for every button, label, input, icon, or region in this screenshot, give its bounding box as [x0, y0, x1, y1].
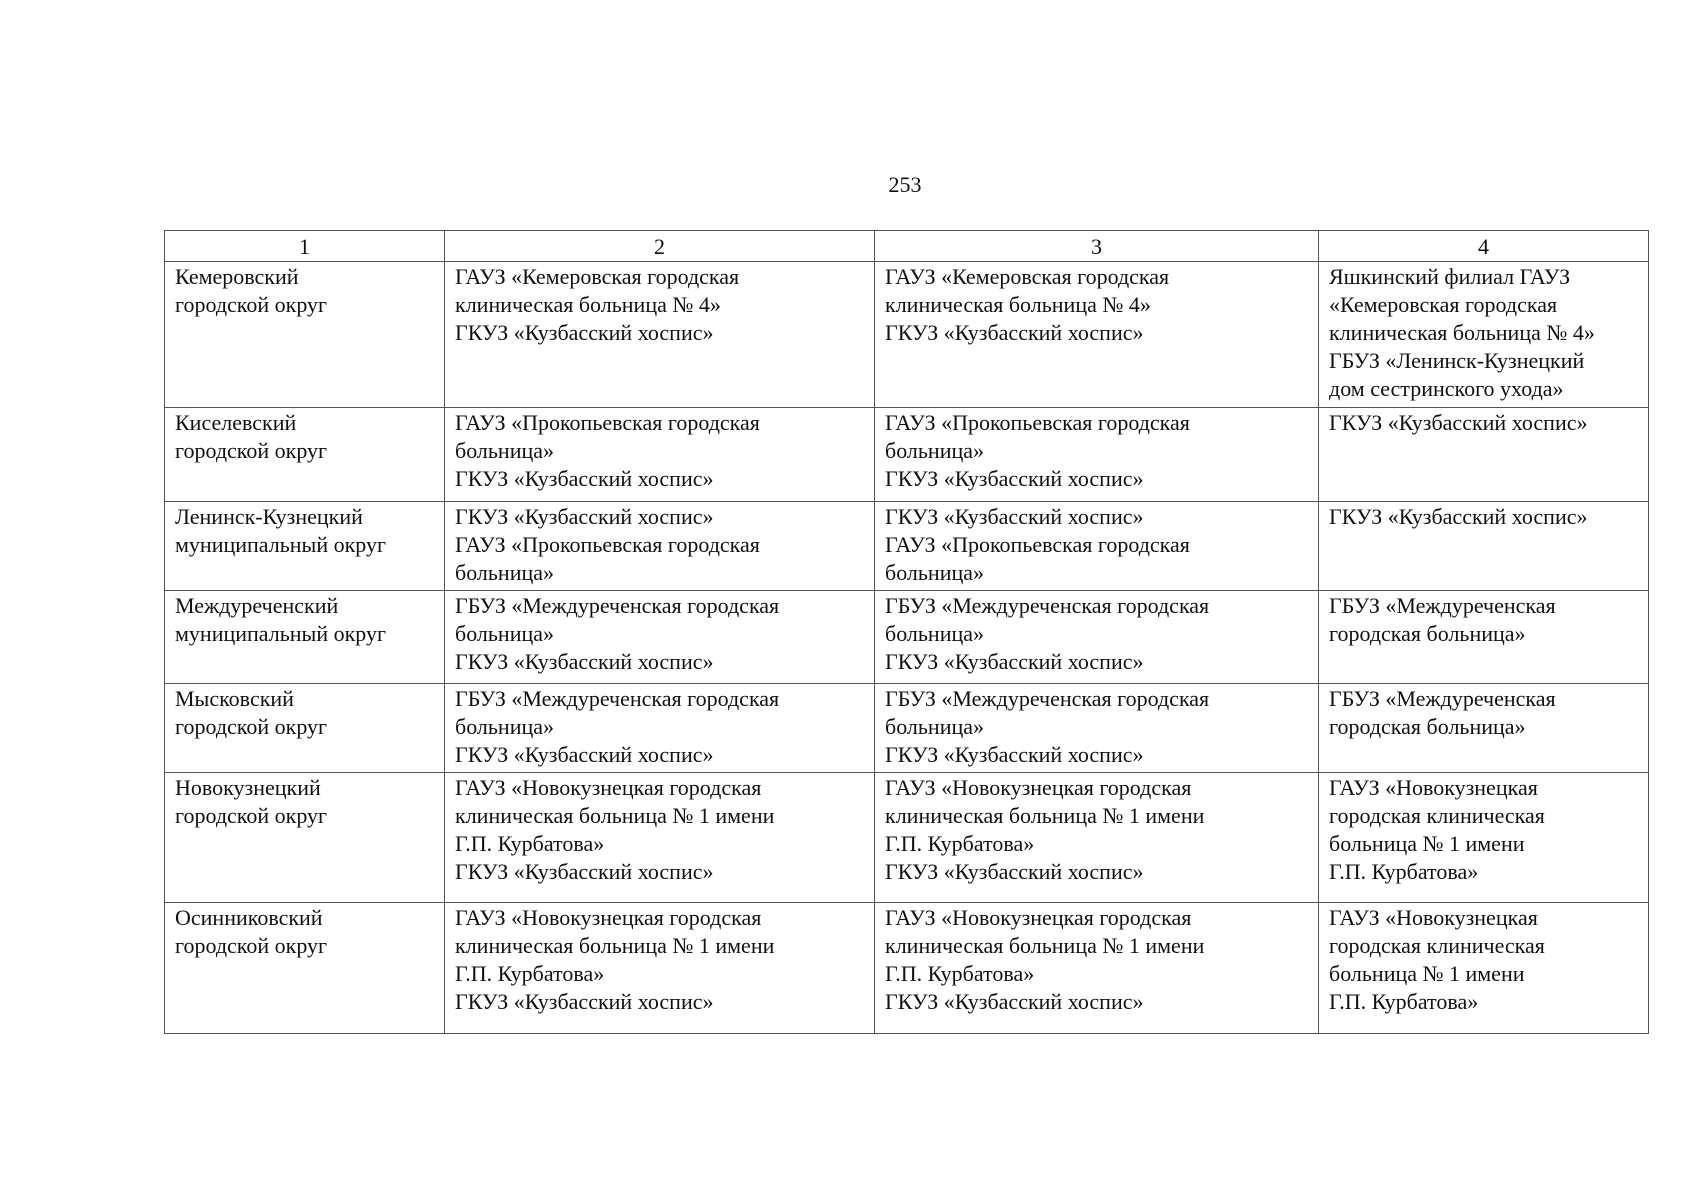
cell-text-line: ГБУЗ «Междуреченская городская [885, 593, 1210, 618]
column-4-cell [1319, 502, 1649, 591]
cell-text-line: дом сестринского ухода» [1329, 376, 1564, 401]
cell-text-line: ГАУЗ «Прокопьевская городская [455, 532, 760, 557]
cell-text-line: больница» [885, 621, 984, 646]
cell-text-line: Новокузнецкий [175, 775, 321, 800]
cell-text-line: больница № 1 имени [1329, 961, 1525, 986]
column-header: 1 [165, 231, 445, 262]
column-4-cell [1319, 684, 1649, 773]
cell-text-line: Ленинск-Кузнецкий [175, 504, 363, 529]
cell-text-line: муниципальный округ [175, 532, 387, 557]
column-3-cell [875, 903, 1319, 1034]
cell-text-line: городской округ [175, 933, 328, 958]
cell-text-line: ГКУЗ «Кузбасский хоспис» [455, 466, 714, 491]
column-4-cell [1319, 773, 1649, 903]
column-3-cell [875, 591, 1319, 684]
cell-text-line: ГАУЗ «Новокузнецкая [1329, 905, 1538, 930]
column-2-cell [445, 903, 875, 1034]
cell-text-line: ГКУЗ «Кузбасский хоспис» [455, 859, 714, 884]
cell-text-line: Г.П. Курбатова» [455, 961, 605, 986]
cell-text-line: больница № 1 имени [1329, 831, 1525, 856]
cell-text-line: городской округ [175, 292, 328, 317]
column-header: 3 [875, 231, 1319, 262]
page-number: 253 [888, 172, 922, 197]
cell-text-line: Г.П. Курбатова» [885, 961, 1035, 986]
cell-text-line: клиническая больница № 1 имени [455, 933, 775, 958]
cell-text-line: ГАУЗ «Новокузнецкая городская [455, 775, 762, 800]
cell-text-line: клиническая больница № 4» [455, 292, 721, 317]
table-row [165, 773, 1649, 903]
cell-text-line: ГБУЗ «Междуреченская городская [885, 686, 1210, 711]
cell-text-line: Междуреченский [175, 593, 339, 618]
cell-text-line: ГАУЗ «Новокузнецкая [1329, 775, 1538, 800]
cell-text-line: городской округ [175, 803, 328, 828]
table-row [165, 684, 1649, 773]
cell-text-line: городская клиническая [1329, 933, 1545, 958]
cell-text-line: ГАУЗ «Новокузнецкая городская [885, 905, 1192, 930]
column-header: 2 [445, 231, 875, 262]
cell-text-line: ГКУЗ «Кузбасский хоспис» [885, 466, 1144, 491]
cell-text-line: ГКУЗ «Кузбасский хоспис» [1329, 410, 1588, 435]
cell-text-line: ГАУЗ «Прокопьевская городская [885, 532, 1190, 557]
cell-text-line: ГАУЗ «Прокопьевская городская [455, 410, 760, 435]
cell-text-line: ГКУЗ «Кузбасский хоспис» [455, 742, 714, 767]
cell-text-line: городской округ [175, 714, 328, 739]
column-2-cell [445, 591, 875, 684]
cell-text-line: ГАУЗ «Новокузнецкая городская [455, 905, 762, 930]
column-3-cell [875, 262, 1319, 408]
cell-text-line: Мысковский [175, 686, 294, 711]
cell-text-line: Г.П. Курбатова» [1329, 989, 1479, 1014]
cell-text-line: ГКУЗ «Кузбасский хоспис» [455, 320, 714, 345]
cell-text-line: ГКУЗ «Кузбасский хоспис» [885, 649, 1144, 674]
cell-text-line: клиническая больница № 4» [885, 292, 1151, 317]
table-row [165, 262, 1649, 408]
cell-text-line: ГАУЗ «Новокузнецкая городская [885, 775, 1192, 800]
cell-text-line: Г.П. Курбатова» [1329, 859, 1479, 884]
cell-text-line: больница» [455, 714, 554, 739]
column-header: 4 [1319, 231, 1649, 262]
cell-text-line: городская больница» [1329, 714, 1526, 739]
column-2-cell [445, 684, 875, 773]
cell-text-line: клиническая больница № 1 имени [885, 933, 1205, 958]
cell-text-line: больница» [455, 438, 554, 463]
table-row [165, 502, 1649, 591]
municipality-cell [165, 591, 445, 684]
column-2-cell [445, 773, 875, 903]
cell-text-line: больница» [455, 560, 554, 585]
cell-text-line: больница» [885, 438, 984, 463]
cell-text-line: ГАУЗ «Прокопьевская городская [885, 410, 1190, 435]
column-3-cell [875, 408, 1319, 502]
cell-text-line: ГКУЗ «Кузбасский хоспис» [885, 320, 1144, 345]
cell-text-line: ГБУЗ «Междуреченская [1329, 593, 1556, 618]
column-4-cell [1319, 408, 1649, 502]
cell-text-line: Кемеровский [175, 264, 299, 289]
table-row [165, 591, 1649, 684]
municipality-cell [165, 262, 445, 408]
cell-text-line: ГКУЗ «Кузбасский хоспис» [885, 989, 1144, 1014]
column-4-cell [1319, 262, 1649, 408]
municipality-cell [165, 903, 445, 1034]
cell-text-line: клиническая больница № 4» [1329, 320, 1595, 345]
column-3-cell [875, 684, 1319, 773]
cell-text-line: больница» [885, 714, 984, 739]
cell-text-line: Яшкинский филиал ГАУЗ [1329, 264, 1571, 289]
column-4-cell [1319, 903, 1649, 1034]
cell-text-line: клиническая больница № 1 имени [455, 803, 775, 828]
column-2-cell [445, 502, 875, 591]
column-2-cell [445, 408, 875, 502]
cell-text-line: Г.П. Курбатова» [885, 831, 1035, 856]
cell-text-line: муниципальный округ [175, 621, 387, 646]
cell-text-line: больница» [885, 560, 984, 585]
table-row [165, 408, 1649, 502]
cell-text-line: ГКУЗ «Кузбасский хоспис» [1329, 504, 1588, 529]
cell-text-line: больница» [455, 621, 554, 646]
cell-text-line: городская клиническая [1329, 803, 1545, 828]
column-3-cell [875, 773, 1319, 903]
cell-text-line: ГКУЗ «Кузбасский хоспис» [455, 989, 714, 1014]
cell-text-line: ГБУЗ «Междуреченская [1329, 686, 1556, 711]
cell-text-line: городской округ [175, 438, 328, 463]
cell-text-line: городская больница» [1329, 621, 1526, 646]
table-row [165, 903, 1649, 1034]
cell-text-line: ГКУЗ «Кузбасский хоспис» [455, 649, 714, 674]
municipality-cell [165, 773, 445, 903]
cell-text-line: «Кемеровская городская [1329, 292, 1558, 317]
cell-text-line: ГБУЗ «Ленинск-Кузнецкий [1329, 348, 1585, 373]
cell-text-line: Г.П. Курбатова» [455, 831, 605, 856]
cell-text-line: клиническая больница № 1 имени [885, 803, 1205, 828]
cell-text-line: Киселевский [175, 410, 297, 435]
cell-text-line: Осинниковский [175, 905, 323, 930]
column-4-cell [1319, 591, 1649, 684]
cell-text-line: ГБУЗ «Междуреченская городская [455, 593, 780, 618]
column-2-cell [445, 262, 875, 408]
table-header-row [165, 231, 1649, 262]
municipality-cell [165, 502, 445, 591]
column-3-cell [875, 502, 1319, 591]
cell-text-line: ГБУЗ «Междуреченская городская [455, 686, 780, 711]
cell-text-line: ГАУЗ «Кемеровская городская [885, 264, 1170, 289]
municipality-cell [165, 408, 445, 502]
table-body [165, 262, 1649, 1034]
cell-text-line: ГКУЗ «Кузбасский хоспис» [885, 504, 1144, 529]
cell-text-line: ГКУЗ «Кузбасский хоспис» [455, 504, 714, 529]
municipality-cell [165, 684, 445, 773]
cell-text-line: ГАУЗ «Кемеровская городская [455, 264, 740, 289]
data-table [164, 230, 1649, 1034]
cell-text-line: ГКУЗ «Кузбасский хоспис» [885, 859, 1144, 884]
cell-text-line: ГКУЗ «Кузбасский хоспис» [885, 742, 1144, 767]
